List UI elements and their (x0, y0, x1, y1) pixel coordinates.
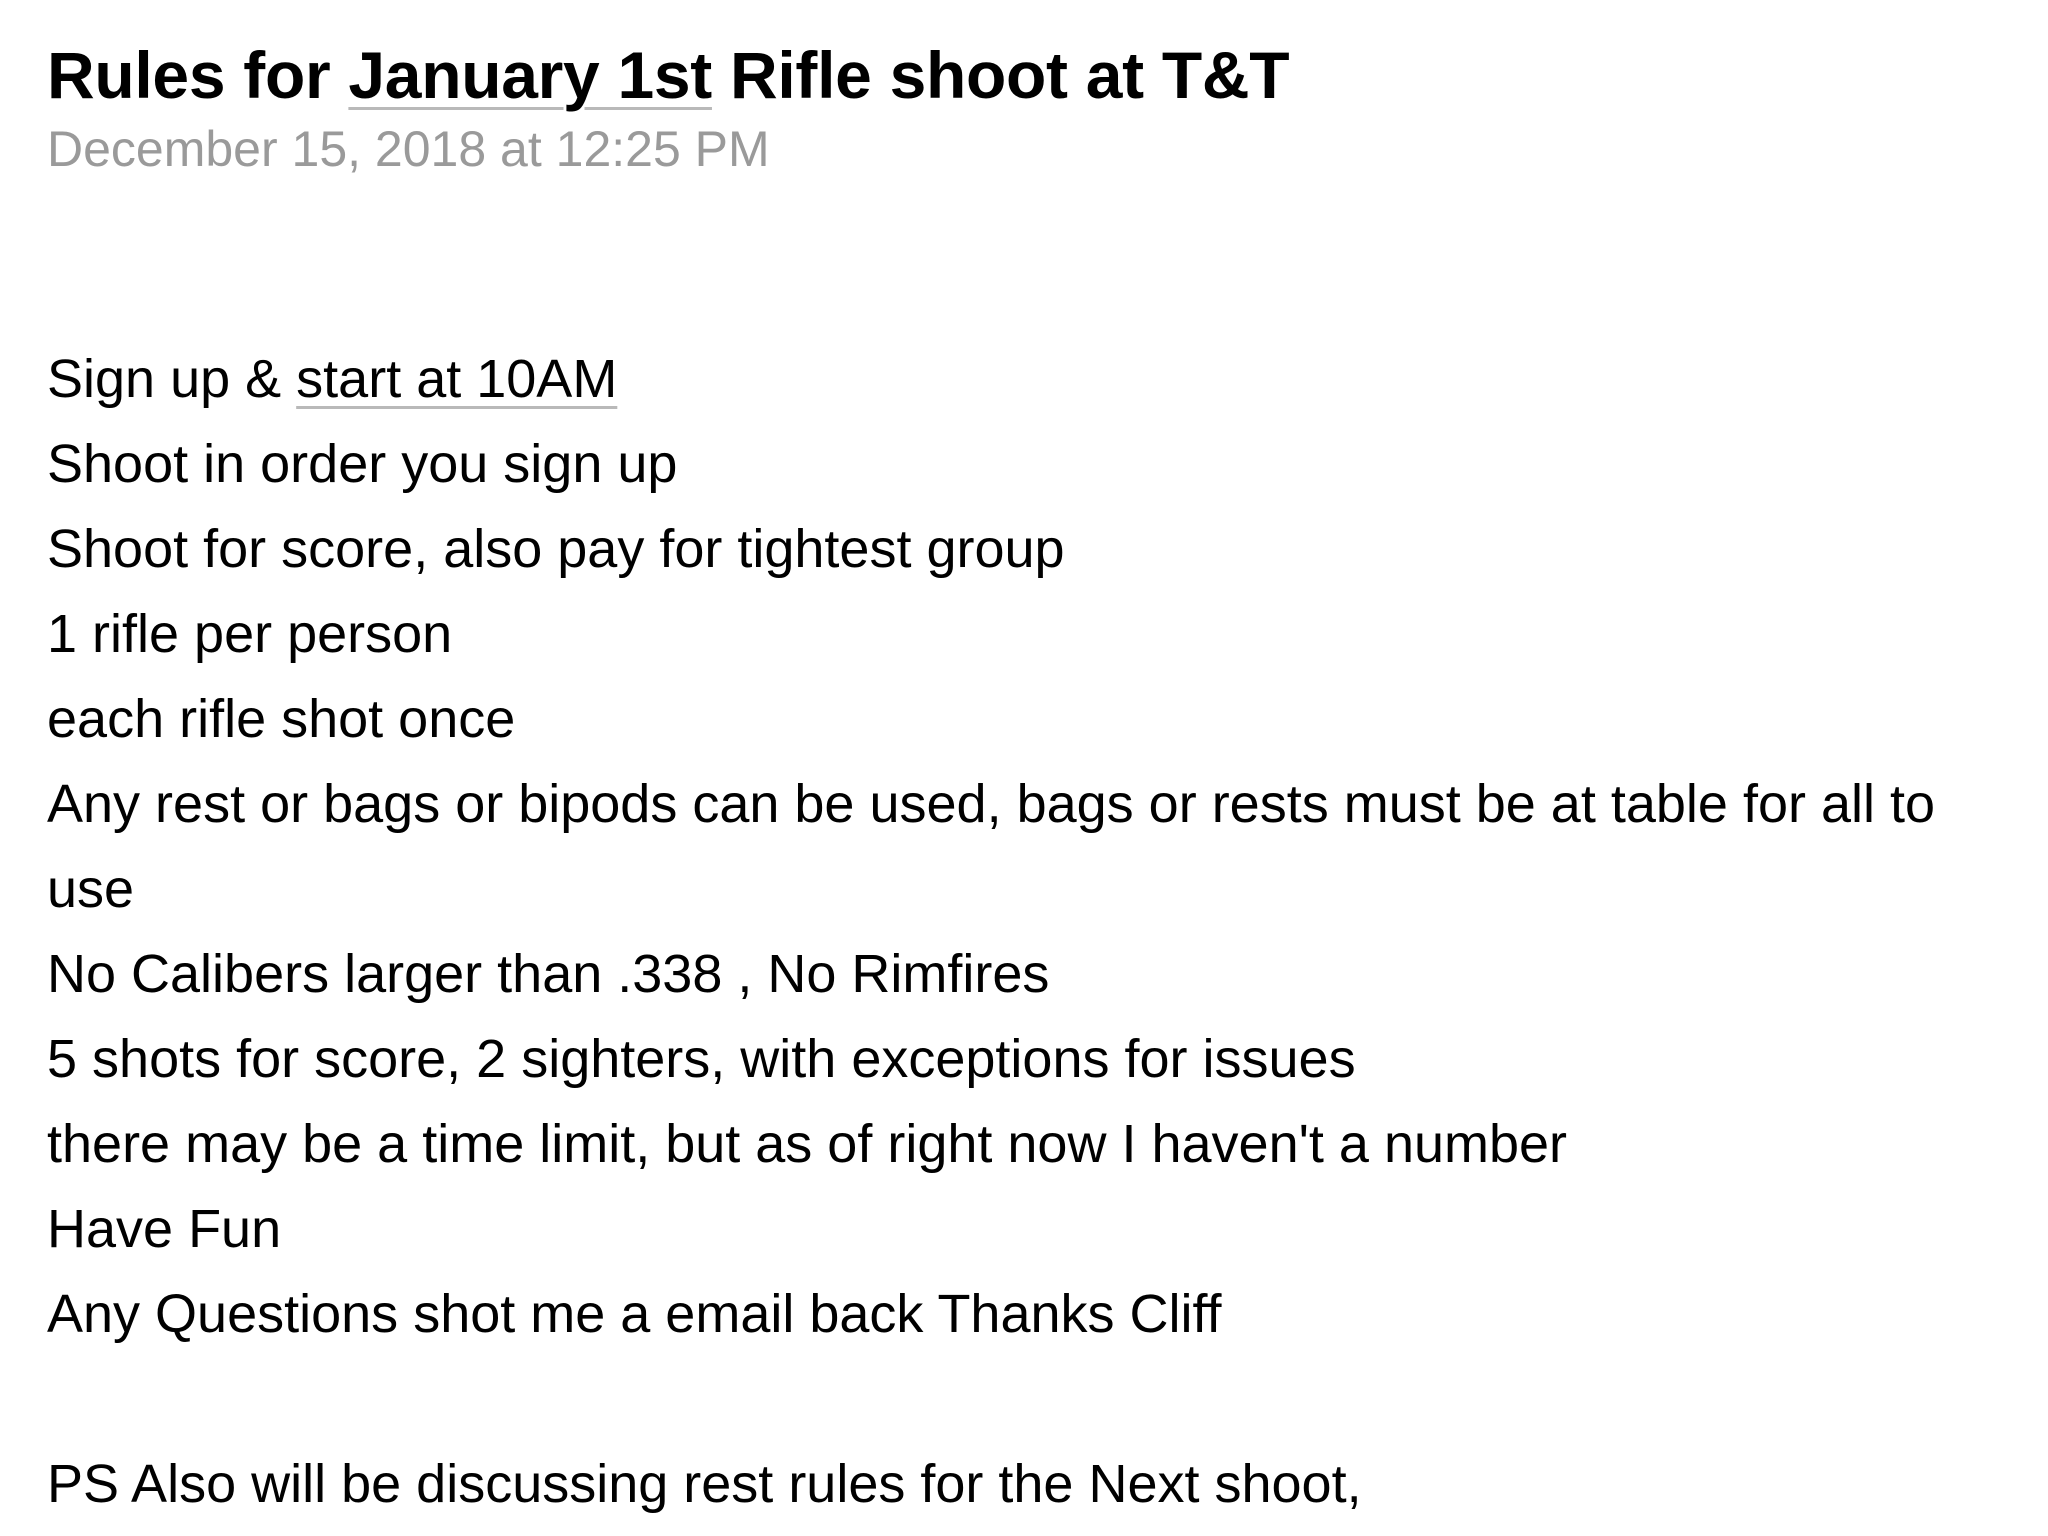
body-line-calibers: No Calibers larger than .338 , No Rimfires (47, 944, 1050, 1004)
note-timestamp: December 15, 2018 at 12:25 PM (47, 121, 770, 177)
body-line-shot-once: each rifle shot once (47, 689, 516, 749)
body-line-shots: 5 shots for score, 2 sighters, with exceptions for issues (47, 1029, 1356, 1089)
body-line-rifle-per-person: 1 rifle per person (47, 604, 453, 664)
title-prefix: Rules for (47, 38, 349, 112)
blank-line (47, 1357, 2037, 1442)
note-body[interactable] (47, 337, 2037, 1527)
time-link[interactable]: start at 10AM (296, 349, 618, 409)
note-header (47, 34, 2037, 182)
note-title (47, 34, 2037, 116)
title-suffix: Rifle shoot at T&T (711, 38, 1290, 112)
body-line-ps: PS Also will be discussing rest rules for the Next shoot, (47, 1454, 1362, 1514)
body-line-order: Shoot in order you sign up (47, 434, 678, 494)
date-link[interactable]: January 1st (348, 38, 712, 112)
signup-text: Sign up & (47, 349, 297, 409)
body-line-rests: Any rest or bags or bipods can be used, bags or rests must be at table for all to use (47, 774, 1936, 919)
body-line-questions: Any Questions shot me a email back Thanks Cliff (47, 1284, 1222, 1344)
body-line-time-limit: there may be a time limit, but as of right now I haven't a number (47, 1114, 1568, 1174)
body-line-signup (47, 337, 2037, 422)
body-line-score: Shoot for score, also pay for tightest group (47, 519, 1065, 579)
body-line-have-fun: Have Fun (47, 1199, 282, 1259)
